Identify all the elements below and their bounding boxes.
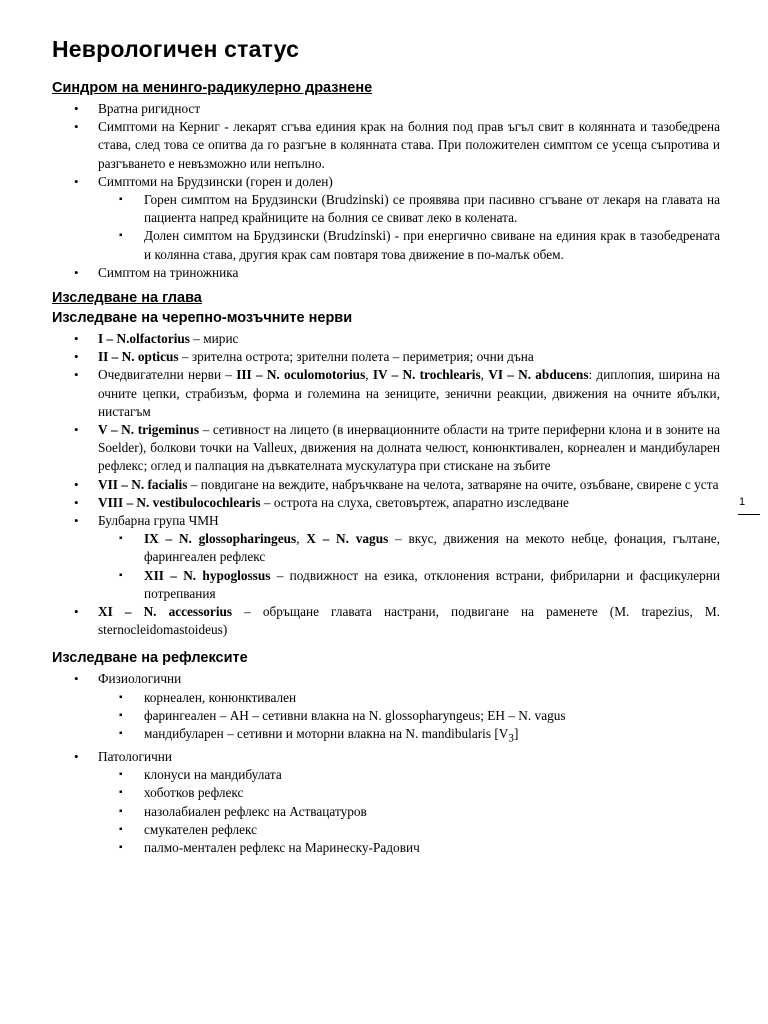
list-item bbox=[52, 494, 720, 512]
nerve-name: V – N. trigeminus bbox=[98, 422, 200, 438]
list-item: • Симптоми на Керниг - лекарят сгъва единия крак на болния под прав ъгъл свит в колянната и тазобедрена става, след това се опитва да го разгъне в колянната става. При положителен симптом се усеща съпротива и разгъването е невъзможно или непълно. bbox=[52, 118, 720, 173]
list-item bbox=[52, 670, 720, 747]
sublist-brudzinski bbox=[52, 191, 720, 264]
nerve-name: XII – N. hypoglossus bbox=[144, 567, 271, 583]
sub-list-item: ▪ хоботков рефлекс bbox=[98, 784, 720, 802]
list-cranial-nerves bbox=[52, 330, 720, 639]
list-item-text: Булбарна група ЧМН bbox=[98, 513, 219, 529]
sub-list-item: ▪ назолабиален рефлекс на Аствацатуров bbox=[98, 803, 720, 821]
nerve-desc: – зрителна острота; зрителни полета – периметрия; очни дъна bbox=[178, 349, 534, 365]
page-title: Неврологичен статус bbox=[52, 36, 300, 62]
list-item bbox=[52, 348, 720, 366]
separator: , bbox=[480, 367, 489, 383]
sub-list-item bbox=[98, 530, 720, 566]
nerve-desc: – острота на слуха, световъртеж, апаратно изследване bbox=[260, 494, 569, 510]
page-number: 1 bbox=[739, 496, 746, 508]
list-item-text: Симптоми на Брудзински (горен и долен) bbox=[98, 173, 333, 189]
separator: , bbox=[365, 367, 373, 383]
nerve-desc: – обръщане главата настрани, подвигане на раменете (M. trapezius, M. sternocleidomastoideus) bbox=[98, 604, 720, 638]
sublist-pathological bbox=[52, 766, 720, 857]
list-item bbox=[52, 330, 720, 348]
list-item: • Вратна ригидност bbox=[52, 100, 720, 118]
nerve-name: VII – N. facialis bbox=[98, 476, 188, 492]
subscript: 3 bbox=[508, 732, 514, 745]
list-reflexes bbox=[52, 670, 720, 857]
heading-cranial-nerves: Изследване на черепно-мозъчните нерви bbox=[52, 310, 353, 327]
reflex-text: ] bbox=[513, 726, 519, 742]
sub-list-item: ▪ палмо-ментален рефлекс на Маринеску-Радович bbox=[98, 839, 720, 857]
nerve-name: IV – N. trochlearis bbox=[372, 367, 481, 383]
nerve-desc: – вкус, движения на мекото небце, фонация, гълтане, фарингеален рефлекс bbox=[144, 531, 720, 565]
nerve-name: II – N. opticus bbox=[98, 349, 179, 365]
nerve-desc: – подвижност на езика, отклонения встрани, фибриларни и фасцикулерни потрепвания bbox=[144, 567, 720, 601]
sublist-physiological bbox=[52, 689, 720, 748]
nerve-desc: – мирис bbox=[189, 331, 239, 347]
list-item bbox=[52, 512, 720, 603]
nerve-name: I – N.olfactorius bbox=[98, 331, 190, 347]
nerve-name: III – N. oculomotorius bbox=[236, 367, 366, 383]
nerve-name: VIII – N. vestibulocochlearis bbox=[98, 494, 261, 510]
list-item bbox=[52, 421, 720, 476]
sub-list-item: ▪ Долен симптом на Брудзински (Brudzinski) - при енергично свиване на единия крак в тазобедрената и колянна става, другия крак сам повтаря това движение в по-малък обем. bbox=[98, 227, 720, 263]
sub-list-item bbox=[98, 725, 720, 748]
list-meningo-radicular bbox=[52, 100, 720, 282]
list-item-text: Патологични bbox=[98, 748, 173, 764]
document-page bbox=[52, 36, 720, 857]
sub-list-item: ▪ корнеален, конюнктивален bbox=[98, 689, 720, 707]
separator: , bbox=[296, 531, 307, 547]
nerve-desc: – повдигане на веждите, набръчкване на челота, затваряне на очите, озъбване, свирене с уста bbox=[187, 476, 719, 492]
list-item: • Симптом на триножника bbox=[52, 264, 720, 282]
list-item bbox=[52, 748, 720, 857]
list-item bbox=[52, 476, 720, 494]
sub-list-item: ▪ Горен симптом на Брудзински (Brudzinski) се проявява при пасивно сгъване от лекаря на главата на пациента напред крайниците на болния се свиват леко в колената. bbox=[98, 191, 720, 227]
nerve-name: VI – N. abducens bbox=[488, 367, 589, 383]
nerve-desc: – сетивност на лицето (в инервационните области на трите периферни клона и в зоните на Soelder), болкови точки на Valleux, движения на долната челюст, конюнктивален, корнеален и мандибуларен рефлекс; оглед и палпация на дъвкателната мускулатура при стискане на зъбите bbox=[98, 422, 720, 474]
heading-head-exam: Изследване на глава bbox=[52, 290, 202, 307]
list-item bbox=[52, 173, 720, 264]
heading-meningo-radicular: Синдром на менинго-радикулерно дразнене bbox=[52, 80, 373, 96]
page-number-rule bbox=[738, 514, 760, 515]
nerve-name: X – N. vagus bbox=[306, 531, 389, 547]
nerve-desc: : диплопия, ширина на очните цепки, страбизъм, форма и големина на зениците, зенични реакции, движения на очните ябълки, нистагъм bbox=[98, 367, 720, 419]
sub-list-item: ▪ клонуси на мандибулата bbox=[98, 766, 720, 784]
nerve-desc: Очедвигателни нерви – bbox=[98, 367, 237, 383]
heading-reflexes: Изследване на рефлексите bbox=[52, 650, 248, 667]
list-item bbox=[52, 603, 720, 639]
nerve-name: XI – N. accessorius bbox=[98, 604, 233, 620]
nerve-name: IX – N. glossopharingeus bbox=[144, 531, 297, 547]
sublist-bulbar bbox=[52, 530, 720, 603]
list-item bbox=[52, 366, 720, 421]
reflex-text: мандибуларен – сетивни и моторни влакна на N. mandibularis [V bbox=[144, 726, 509, 742]
sub-list-item: ▪ смукателен рефлекс bbox=[98, 821, 720, 839]
list-item-text: Физиологични bbox=[98, 671, 182, 687]
sub-list-item bbox=[98, 567, 720, 603]
sub-list-item: ▪ фарингеален – АН – сетивни влакна на N. glossopharyngeus; ЕН – N. vagus bbox=[98, 707, 720, 725]
